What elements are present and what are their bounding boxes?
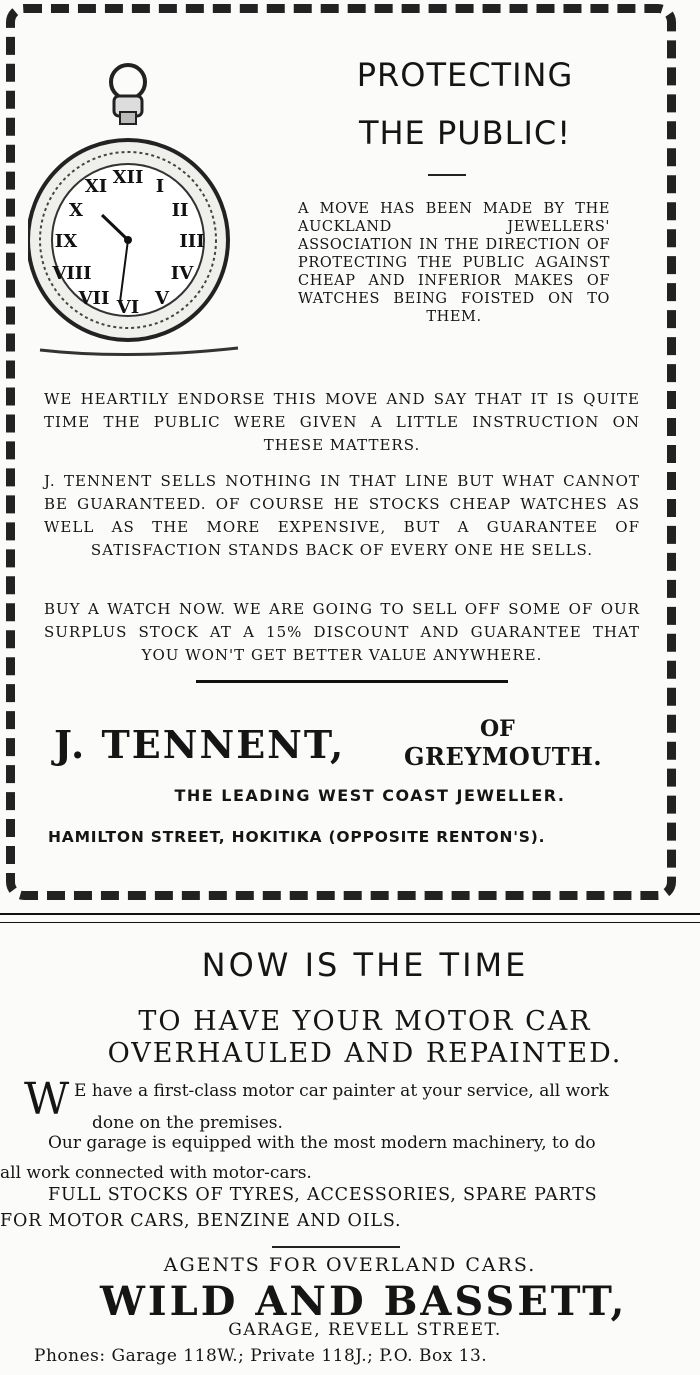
garage-line-5: FULL STOCKS OF TYRES, ACCESSORIES, SPARE PARTS [48,1185,598,1205]
svg-text:XII: XII [112,167,144,188]
svg-text:II: II [171,200,189,221]
svg-text:I: I [155,176,165,197]
svg-text:III: III [179,231,205,252]
shop-address: HAMILTON STREET, HOKITIKA (OPPOSITE RENTON'S). [48,828,546,846]
title-line-2: THE PUBLIC! [358,114,572,152]
title-rule [428,174,466,176]
garage-subheadline-1: TO HAVE YOUR MOTOR CAR [138,1006,592,1037]
pocket-watch-icon [28,60,248,370]
endorse-paragraph: WE HEARTILY ENDORSE THIS MOVE AND SAY THAT IT IS QUITE TIME THE PUBLIC WERE GIVEN A LITTLE INSTRUCTION ON THESE MATTERS. [44,390,640,454]
drop-cap: W [24,1074,70,1125]
garage-headline: NOW IS THE TIME [201,946,529,984]
garage-address: GARAGE, REVELL STREET. [228,1320,502,1340]
garage-line-3: Our garage is equipped with the most modern machinery, to do [48,1133,596,1153]
brand-town: GREYMOUTH. [404,742,603,771]
garage-line-1: E have a first-class motor car painter at your service, all work [74,1081,609,1101]
section-rule [196,680,508,683]
brand-of: OF [480,716,515,742]
svg-text:XI: XI [84,176,108,197]
garage-rule [272,1246,400,1248]
agents-line: AGENTS FOR OVERLAND CARS. [163,1254,537,1276]
guarantee-paragraph: J. TENNENT SELLS NOTHING IN THAT LINE BUT WHAT CANNOT BE GUARANTEED. OF COURSE HE STOCKS CHEAP WATCHES AS WELL AS THE MORE EXPENSIVE, BUT A GUARANTEE OF SATISFACTION STANDS BACK OF EVERY ONE HE SELLS. [44,472,640,559]
garage-line-6: FOR MOTOR CARS, BENZINE AND OILS. [0,1211,402,1231]
brand-tagline: THE LEADING WEST COAST JEWELLER. [174,786,566,805]
firm-name: WILD AND BASSETT, [100,1278,628,1325]
title-line-1: PROTECTING [356,56,574,94]
svg-text:IV: IV [170,263,194,284]
svg-text:X: X [69,200,83,221]
svg-text:IX: IX [54,231,78,252]
garage-line-2: done on the premises. [92,1113,283,1133]
column-divider-thin [0,922,700,923]
svg-text:VII: VII [78,288,110,309]
garage-subheadline-2: OVERHAULED AND REPAINTED. [107,1038,623,1069]
svg-text:VI: VI [116,297,140,318]
brand-name: J. TENNENT, [54,722,346,767]
svg-text:VIII: VIII [52,263,92,284]
discount-paragraph: BUY A WATCH NOW. WE ARE GOING TO SELL OFF SOME OF OUR SURPLUS STOCK AT A 15% DISCOUNT AND GUARANTEE THAT YOU WON'T GET BETTER VALUE ANYWHERE. [44,600,640,664]
intro-paragraph: A MOVE HAS BEEN MADE BY THE AUCKLAND JEWELLERS' ASSOCIATION IN THE DIRECTION OF PROTECTING THE PUBLIC AGAINST CHEAP AND INFERIOR MAKES OF WATCHES BEING FOISTED ON TO THEM. [298,201,610,325]
garage-line-4: all work connected with motor-cars. [0,1163,312,1183]
phone-numbers: Phones: Garage 118W.; Private 118J.; P.O. Box 13. [34,1346,488,1366]
svg-text:V: V [155,288,169,309]
column-divider [0,913,700,915]
